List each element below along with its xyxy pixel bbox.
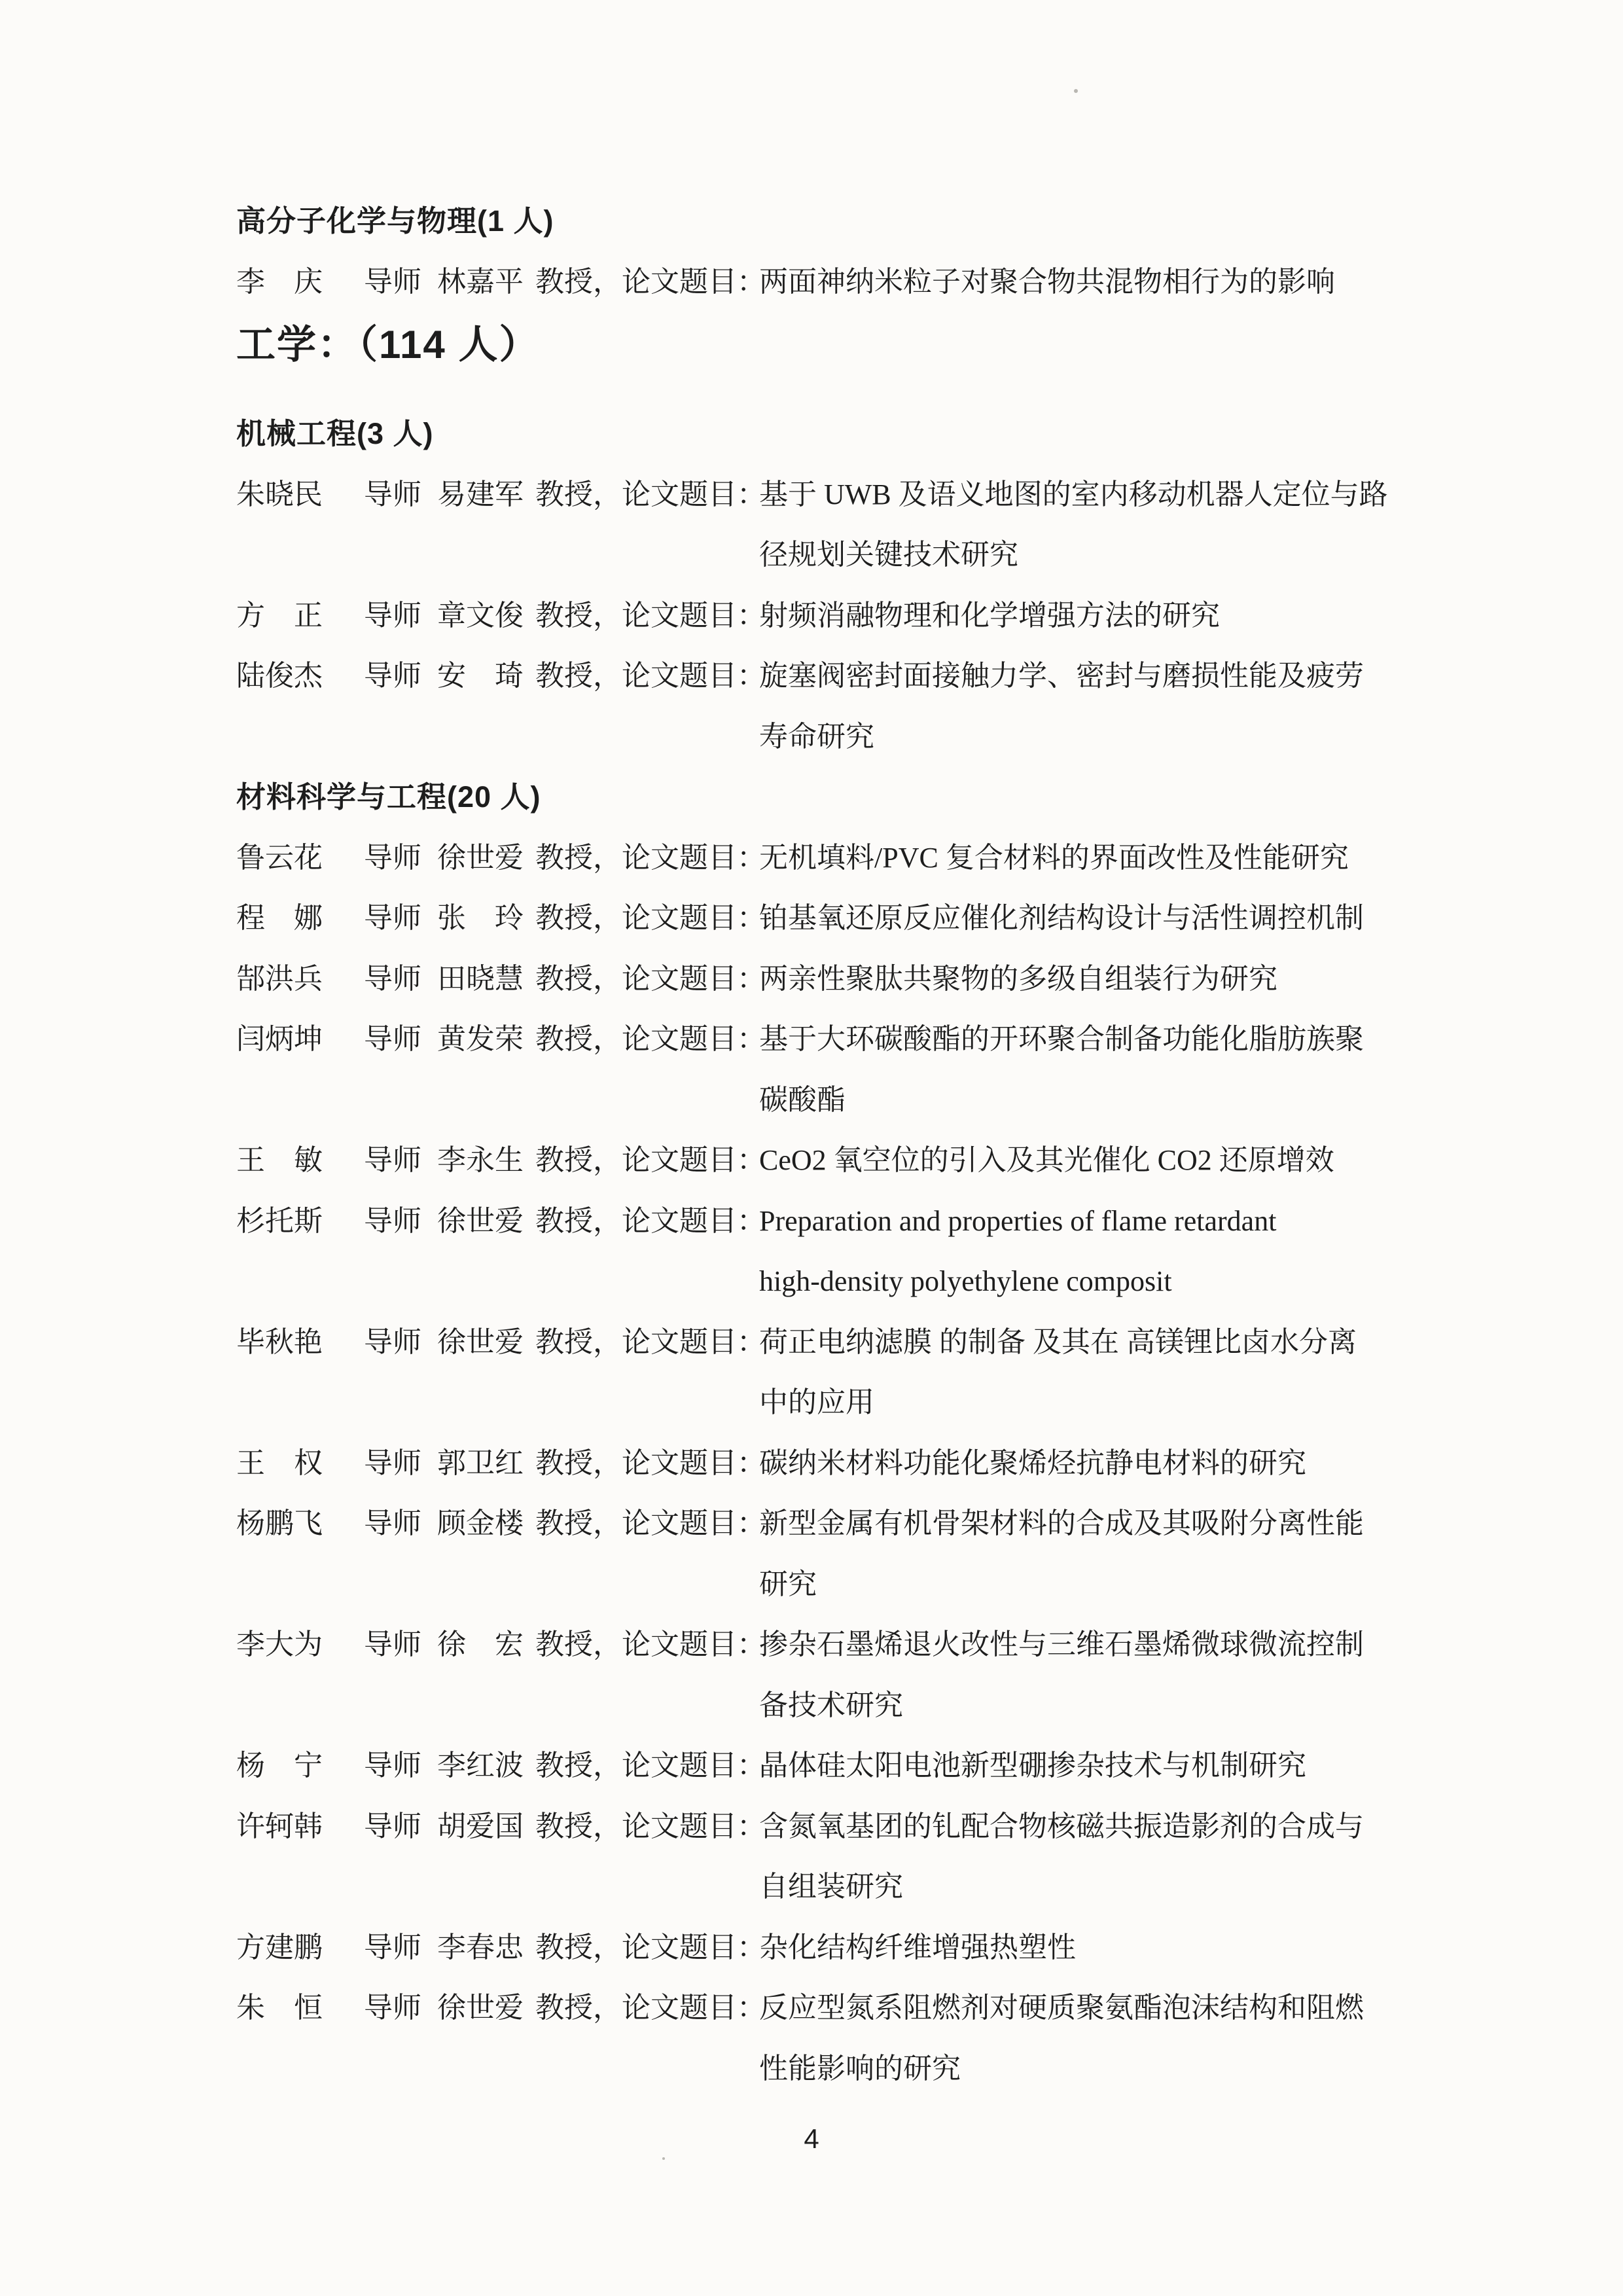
thesis-entry: [236, 1797, 1427, 1918]
thesis-entry: [236, 828, 1427, 889]
thesis-entry-first-line: [236, 646, 1427, 707]
professor-thesis-label: 教授，论文题目：: [535, 1144, 766, 1176]
advisor-label: 导师: [364, 478, 421, 511]
thesis-title-continuation: high-density polyethylene composit: [759, 1265, 1172, 1297]
thesis-title-continuation: 备技术研究: [759, 1689, 903, 1721]
thesis-title: 铂基氧还原反应催化剂结构设计与活性调控机制: [759, 902, 1364, 934]
professor-thesis-label: 教授，论文题目：: [535, 1023, 766, 1055]
thesis-entry: [236, 888, 1427, 949]
student-name: 杨鹏飞: [236, 1507, 323, 1539]
thesis-entry: [236, 1433, 1427, 1494]
student-name: 李 庆: [236, 265, 323, 298]
advisor-label: 导师: [364, 1325, 421, 1358]
advisor-name: 徐世爱: [437, 1325, 524, 1358]
thesis-entry: [236, 1736, 1427, 1797]
advisor-name: 章文俊: [437, 599, 524, 632]
advisor-name: 徐世爱: [437, 1992, 524, 2024]
scan-speck: [662, 2157, 665, 2160]
thesis-title: 荷正电纳滤膜 的制备 及其在 高镁锂比卤水分离: [759, 1325, 1357, 1358]
subsection-heading: 高分子化学与物理(1 人): [236, 204, 554, 238]
thesis-entry-first-line: [236, 1312, 1427, 1373]
advisor-label: 导师: [364, 902, 421, 934]
thesis-title: Preparation and properties of flame retardant: [759, 1204, 1277, 1237]
thesis-entry-first-line: [236, 1615, 1427, 1676]
thesis-entry: [236, 1615, 1427, 1736]
thesis-title-continuation: 径规划关键技术研究: [759, 539, 1018, 571]
thesis-title-continuation: 研究: [759, 1568, 817, 1600]
student-name: 郜洪兵: [236, 962, 323, 995]
professor-thesis-label: 教授，论文题目：: [535, 1204, 766, 1237]
thesis-title: 射频消融物理和化学增强方法的研究: [759, 599, 1220, 632]
student-name: 陆俊杰: [236, 660, 323, 692]
thesis-entry-first-line: [236, 888, 1427, 949]
advisor-label: 导师: [364, 1810, 421, 1842]
advisor-name: 李永生: [437, 1144, 524, 1176]
advisor-name: 李春忠: [437, 1931, 524, 1964]
advisor-label: 导师: [364, 962, 421, 995]
thesis-entry: [236, 1978, 1427, 2099]
advisor-name: 顾金楼: [437, 1507, 524, 1539]
professor-thesis-label: 教授，论文题目：: [535, 902, 766, 934]
professor-thesis-label: 教授，论文题目：: [535, 962, 766, 995]
advisor-name: 李红波: [437, 1749, 524, 1782]
thesis-title-continuation: 寿命研究: [759, 720, 874, 753]
subsection-heading: 材料科学与工程(20 人): [236, 780, 541, 814]
thesis-entry-first-line: [236, 1978, 1427, 2039]
professor-thesis-label: 教授，论文题目：: [535, 1446, 766, 1479]
professor-thesis-label: 教授，论文题目：: [535, 841, 766, 874]
advisor-label: 导师: [364, 841, 421, 874]
thesis-entry: [236, 465, 1427, 586]
thesis-entry-first-line: [236, 1130, 1427, 1191]
advisor-name: 徐 宏: [437, 1628, 524, 1660]
advisor-name: 徐世爱: [437, 1204, 524, 1237]
student-name: 杉托斯: [236, 1204, 323, 1237]
advisor-label: 导师: [364, 1507, 421, 1539]
thesis-entry-first-line: [236, 1009, 1427, 1070]
student-name: 许轲韩: [236, 1810, 323, 1842]
advisor-label: 导师: [364, 1446, 421, 1479]
document-body: [236, 191, 1427, 2099]
student-name: 程 娜: [236, 902, 323, 934]
advisor-name: 黄发荣: [437, 1023, 524, 1055]
thesis-entry-first-line: [236, 949, 1427, 1010]
thesis-entry-first-line: [236, 465, 1427, 526]
student-name: 闫炳坤: [236, 1023, 323, 1055]
thesis-entry: [236, 949, 1427, 1010]
scan-speck: [1074, 89, 1078, 93]
advisor-label: 导师: [364, 1749, 421, 1782]
thesis-title-continuation: 性能影响的研究: [759, 2052, 961, 2085]
student-name: 朱 恒: [236, 1992, 323, 2024]
thesis-entry-first-line: [236, 1797, 1427, 1857]
student-name: 鲁云花: [236, 841, 323, 874]
thesis-entry-first-line: [236, 586, 1427, 647]
thesis-entry: [236, 252, 1427, 313]
thesis-title: 掺杂石墨烯退火改性与三维石墨烯微球微流控制: [759, 1628, 1364, 1660]
thesis-entry: [236, 646, 1427, 767]
thesis-title: 反应型氮系阻燃剂对硬质聚氨酯泡沫结构和阻燃: [759, 1992, 1364, 2024]
thesis-entry: [236, 1009, 1427, 1130]
thesis-title: 基于 UWB 及语义地图的室内移动机器人定位与路: [759, 478, 1388, 511]
thesis-title-continuation: 碳酸酯: [759, 1083, 846, 1116]
major-heading: 工学：（114 人）: [236, 323, 540, 367]
student-name: 毕秋艳: [236, 1325, 323, 1358]
student-name: 方建鹏: [236, 1931, 323, 1964]
thesis-title-continuation: 中的应用: [759, 1386, 874, 1418]
thesis-title: 杂化结构纤维增强热塑性: [759, 1931, 1076, 1964]
student-name: 杨 宁: [236, 1749, 323, 1782]
advisor-name: 胡爱国: [437, 1810, 524, 1842]
advisor-name: 安 琦: [437, 660, 524, 692]
thesis-title: 两亲性聚肽共聚物的多级自组装行为研究: [759, 962, 1277, 995]
thesis-entry-first-line: [236, 1918, 1427, 1979]
thesis-title: 新型金属有机骨架材料的合成及其吸附分离性能: [759, 1507, 1364, 1539]
professor-thesis-label: 教授，论文题目：: [535, 265, 766, 298]
professor-thesis-label: 教授，论文题目：: [535, 599, 766, 632]
advisor-name: 张 玲: [437, 902, 524, 934]
professor-thesis-label: 教授，论文题目：: [535, 660, 766, 692]
thesis-entry-first-line: [236, 252, 1427, 313]
professor-thesis-label: 教授，论文题目：: [535, 1749, 766, 1782]
student-name: 方 正: [236, 599, 323, 632]
advisor-label: 导师: [364, 1204, 421, 1237]
student-name: 王 敏: [236, 1144, 323, 1176]
thesis-entry: [236, 1918, 1427, 1979]
thesis-entry: [236, 1494, 1427, 1615]
thesis-title: 晶体硅太阳电池新型硼掺杂技术与机制研究: [759, 1749, 1306, 1782]
professor-thesis-label: 教授，论文题目：: [535, 1931, 766, 1964]
advisor-label: 导师: [364, 1144, 421, 1176]
thesis-title: 含氮氧基团的钆配合物核磁共振造影剂的合成与: [759, 1810, 1364, 1842]
thesis-entry: [236, 1130, 1427, 1191]
thesis-title: 旋塞阀密封面接触力学、密封与磨损性能及疲劳: [759, 660, 1364, 692]
thesis-title-continuation: 自组装研究: [759, 1871, 903, 1903]
advisor-label: 导师: [364, 660, 421, 692]
professor-thesis-label: 教授，论文题目：: [535, 1810, 766, 1842]
thesis-entry-first-line: [236, 828, 1427, 889]
thesis-entry-first-line: [236, 1433, 1427, 1494]
professor-thesis-label: 教授，论文题目：: [535, 1507, 766, 1539]
professor-thesis-label: 教授，论文题目：: [535, 1992, 766, 2024]
advisor-label: 导师: [364, 265, 421, 298]
student-name: 朱晓民: [236, 478, 323, 511]
thesis-title: 两面神纳米粒子对聚合物共混物相行为的影响: [759, 265, 1335, 298]
thesis-entry: [236, 1191, 1427, 1312]
thesis-entry-first-line: [236, 1736, 1427, 1797]
professor-thesis-label: 教授，论文题目：: [535, 1628, 766, 1660]
subsection-heading: 机械工程(3 人): [236, 417, 434, 450]
advisor-label: 导师: [364, 1023, 421, 1055]
thesis-entry: [236, 586, 1427, 647]
thesis-title: CeO2 氧空位的引入及其光催化 CO2 还原增效: [759, 1144, 1334, 1176]
advisor-label: 导师: [364, 1931, 421, 1964]
thesis-title: 碳纳米材料功能化聚烯烃抗静电材料的研究: [759, 1446, 1306, 1479]
student-name: 王 权: [236, 1446, 323, 1479]
thesis-entry: [236, 1312, 1427, 1433]
professor-thesis-label: 教授，论文题目：: [535, 478, 766, 511]
advisor-name: 田晓慧: [437, 962, 524, 995]
advisor-label: 导师: [364, 1992, 421, 2024]
advisor-name: 易建军: [437, 478, 524, 511]
thesis-title: 无机填料/PVC 复合材料的界面改性及性能研究: [759, 841, 1349, 874]
advisor-name: 林嘉平: [437, 265, 524, 298]
page-number: 4: [804, 2123, 819, 2154]
thesis-entry-first-line: [236, 1494, 1427, 1554]
advisor-label: 导师: [364, 1628, 421, 1660]
professor-thesis-label: 教授，论文题目：: [535, 1325, 766, 1358]
thesis-title: 基于大环碳酸酯的开环聚合制备功能化脂肪族聚: [759, 1023, 1364, 1055]
advisor-name: 徐世爱: [437, 841, 524, 874]
advisor-name: 郭卫红: [437, 1446, 524, 1479]
thesis-entry-first-line: [236, 1191, 1427, 1252]
student-name: 李大为: [236, 1628, 323, 1660]
advisor-label: 导师: [364, 599, 421, 632]
